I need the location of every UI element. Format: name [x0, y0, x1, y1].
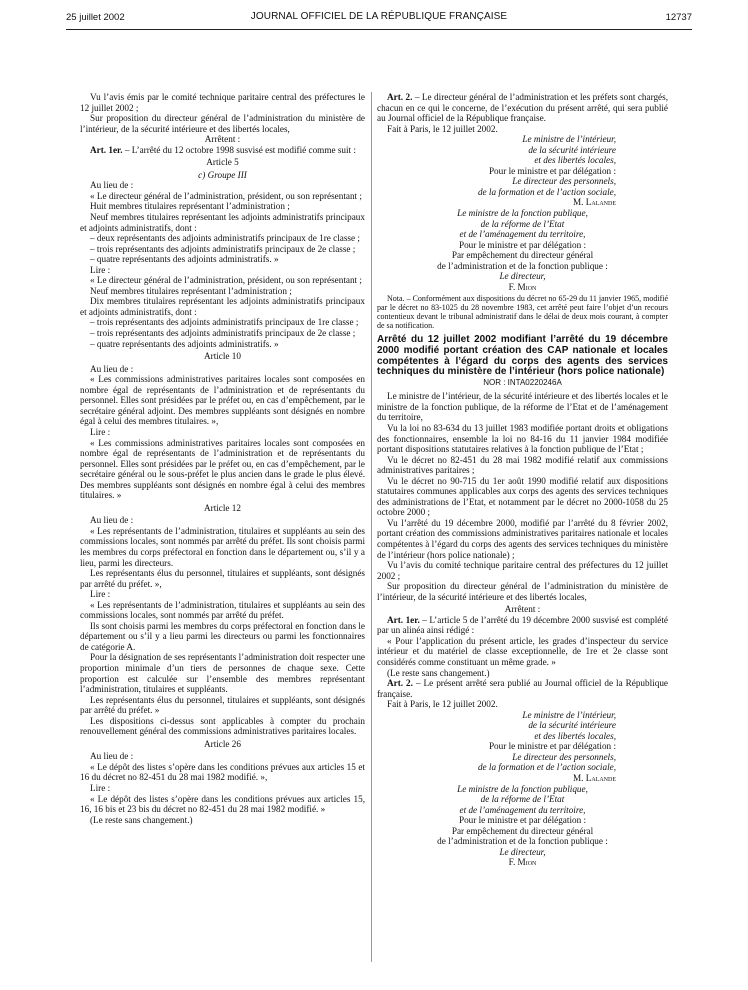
delegation-line: Pour le ministre et par délégation : — [458, 239, 587, 250]
delegation-line: Par empêchement du directeur général — [451, 250, 594, 261]
paragraph: « Les commissions administratives paritaires locales sont composées en nombre égal de représentants de l’administration et de représentants du personnel. Elles sont présidées par le préfet ou, en cas d’empêchement, par le secrétaire général ou le sous-préfet le plus ancien dans le grade le plus élevé. Des membres suppléants sont désignés en nombre égal à celui des membres titulaires. » — [80, 437, 365, 501]
paragraph: Lire : — [90, 589, 111, 600]
signatory-line: Le ministre de la fonction publique, — [457, 208, 588, 219]
left-column — [80, 92, 365, 825]
article-1 — [377, 615, 668, 636]
signatory-name: M. Lalande — [572, 773, 616, 783]
paragraph: « Les commissions administratives paritaires locales sont composées en nombre égal de représentants de l’administration et de représentants du personnel. Elles sont présidées par le préfet ou, en cas d’empêchement, par le secrétaire général adjoint. Des membres suppléants sont désignés en nombre égal à celui des membres titulaires. », — [80, 374, 365, 427]
signature-block-fonction-publique — [377, 784, 668, 868]
signatory-name: M. Lalande — [572, 197, 616, 208]
paragraph: Neuf membres titulaires représentant l’administration ; — [90, 285, 292, 296]
article-text: – L’arrêté du 12 octobre 1998 susvisé est modifié comme suit : — [122, 144, 356, 155]
signatory-line: de la réforme de l’Etat — [480, 794, 565, 805]
paragraph: « Le dépôt des listes s’opère dans les conditions prévues aux articles 15 et 16 du décret no 82-451 du 28 mai 1982 modifié. », — [80, 761, 365, 783]
signature-block-interior — [377, 710, 668, 784]
article-2 — [377, 678, 668, 699]
dash-item: – trois représentants des adjoints administratifs principaux de 1re classe ; — [90, 317, 359, 328]
paragraph: « Le directeur général de l’administration, président, ou son représentant ; — [90, 275, 362, 286]
article-text: – L’article 5 de l’arrêté du 19 décembre 2000 susvisé est complété par un alinéa ainsi rédigé : — [377, 614, 668, 636]
signatory-line: Le ministre de l’intérieur, — [522, 134, 616, 145]
paragraph: « Le directeur général de l’administration, président, ou son représentant ; — [90, 190, 362, 201]
right-column — [377, 92, 668, 868]
delegation-line: de l’administration et de la fonction publique : — [437, 836, 608, 847]
paragraph: Lire : — [90, 264, 111, 275]
paragraph: Au lieu de : — [90, 515, 134, 526]
paragraph: Sur proposition du directeur général de l’administration du ministère de l’intérieur, de la sécurité intérieure et des libertés locales, — [377, 581, 668, 602]
arretent-heading: Arrêtent : — [204, 134, 241, 145]
dash-item: – deux représentants des adjoints administratifs principaux de 1re classe ; — [90, 233, 360, 244]
article-heading: Article 12 — [204, 502, 241, 513]
paragraph: Vu le décret no 90-715 du 1er août 1990 modifié relatif aux dispositions statutaires communes applicables aux corps des agents des services techniques des administrations de l’Etat, et notamment par le décret no 2000-1058 du 25 octobre 2000 ; — [377, 475, 668, 518]
signatory-line: Le directeur, — [499, 846, 546, 857]
paragraph: « Le dépôt des listes s’opère dans les conditions prévues aux articles 15, 16, 16 bis et 23 bis du décret no 82-451 du 28 mai 1982 modifié. » — [80, 793, 365, 815]
paragraph: Vu l’avis du comité technique paritaire central des préfectures du 12 juillet 2002 ; — [377, 560, 668, 581]
signatory-line: Le directeur, — [499, 271, 546, 282]
paragraph: « Les représentants de l’administration, titulaires et suppléants au sein des commissions locales, sont nommés par arrêté du préfet. — [80, 599, 365, 621]
signatory-line: et des libertés locales, — [534, 730, 616, 741]
delegation-line: Pour le ministre et par délégation : — [458, 815, 587, 826]
signatory-line: Le directeur des personnels, — [512, 751, 616, 762]
signatory-line: et des libertés locales, — [534, 155, 616, 166]
paragraph: Vu le décret no 82-451 du 28 mai 1982 modifié relatif aux commissions administratives paritaires ; — [377, 454, 668, 476]
header-rule — [66, 29, 692, 30]
signatory-line: de la formation et de l’action sociale, — [477, 762, 616, 773]
paragraph: Au lieu de : — [90, 180, 134, 191]
page-header — [66, 10, 692, 26]
article-heading: Article 5 — [206, 157, 239, 168]
signatory-line: et de l’aménagement du territoire, — [459, 804, 586, 815]
paragraph: Vu la loi no 83-634 du 13 juillet 1983 modifiée portant droits et obligations des fonctionnaires, ensemble la loi no 84-16 du 11 janvier 1984 modifiée portant dispositions statutaires relatives à la fonction publique de l’Etat ; — [377, 422, 668, 455]
paragraph: « Pour l’application du présent article, les grades d’inspecteur du service intérieur et du matériel de classe exceptionnelle, de 1re et 2e classe sont considérés comme constituant un même grade. » — [377, 635, 668, 667]
signature-block-fonction-publique — [377, 208, 668, 292]
dash-item: – quatre représentants des adjoints administratifs. » — [90, 338, 279, 349]
paragraph: « Les représentants de l’administration, titulaires et suppléants au sein des commissions locales, sont nommés par arrêté du préfet. Ils sont choisis parmi les membres du corps préfectoral en fonction dans le département ou, s’il y a lieu, parmi les directeurs. — [80, 525, 365, 568]
article-2 — [377, 92, 668, 124]
arretent-heading: Arrêtent : — [504, 604, 541, 615]
page-number: 12737 — [665, 12, 692, 23]
paragraph: (Le reste sans changement.) — [387, 667, 490, 678]
paragraph: Lire : — [90, 426, 111, 437]
article-1 — [80, 145, 365, 156]
header-date: 25 juillet 2002 — [66, 12, 125, 23]
paragraph: Les dispositions ci-dessus sont applicables à compter du prochain renouvellement général des commissions administratives paritaires locales. — [80, 715, 365, 737]
paragraph: Au lieu de : — [90, 751, 134, 762]
paragraph: Ils sont choisis parmi les membres du corps préfectoral en fonction dans le département ou s’il y a lieu parmi les directeurs ou parmi les fonctionnaires de catégorie A. — [80, 620, 365, 652]
decree-title: Arrêté du 12 juillet 2002 modifiant l’arrêté du 19 décembre 2000 modifié portant création des CAP nationale et locales compétentes à l’égard du corps des agents des services techniques du ministère de l’intérieur (hors police nationale) — [377, 334, 668, 378]
article-label: Art. 2. — [387, 678, 413, 689]
signatory-name: F. Mion — [508, 857, 537, 868]
paragraph: Dix membres titulaires représentant les adjoints administratifs principaux et adjoints administratifs, dont : — [80, 296, 365, 317]
paragraph: Vu l’arrêté du 19 décembre 2000, modifié par l’arrêté du 8 février 2002, portant création des commissions administratives paritaires nationale et locales compétentes à l’égard du corps des agents des services techniques du ministère de l’intérieur (hors police nationale) ; — [377, 517, 668, 560]
article-text: – Le directeur général de l’administration et les préfets sont chargés, chacun en ce qui le concerne, de l’exécution du présent arrêté, qui sera publié au Journal officiel de la République française. — [377, 92, 669, 124]
signatory-line: Le ministre de l’intérieur, — [522, 709, 616, 720]
signatory-name: F. Mion — [508, 281, 537, 292]
dash-item: – trois représentants des adjoints administratifs principaux de 2e classe ; — [90, 243, 356, 254]
paragraph: Neuf membres titulaires représentant les adjoints administratifs principaux et adjoints administratifs, dont : — [80, 212, 365, 233]
signatory-line: de la réforme de l’Etat — [480, 218, 565, 229]
dash-item: – quatre représentants des adjoints administratifs. » — [90, 254, 279, 265]
signatory-line: Le ministre de la fonction publique, — [457, 783, 588, 794]
fait-a-paris: Fait à Paris, le 12 juillet 2002. — [387, 699, 498, 710]
signatory-line: de la sécurité intérieure — [528, 144, 616, 155]
article-heading: Article 10 — [204, 351, 241, 362]
signature-block-interior — [377, 134, 668, 208]
paragraph: Les représentants élus du personnel, titulaires et suppléants, sont désignés par arrêté du préfet. », — [80, 568, 365, 589]
delegation-line: Par empêchement du directeur général — [451, 825, 594, 836]
signatory-line: de la formation et de l’action sociale, — [477, 186, 616, 197]
paragraph: Lire : — [90, 783, 111, 793]
paragraph: Vu l’avis émis par le comité technique paritaire central des préfectures le 12 juillet 2002 ; — [80, 92, 365, 113]
dash-item: – trois représentants des adjoints administratifs principaux de 2e classe ; — [90, 328, 356, 339]
fait-a-paris: Fait à Paris, le 12 juillet 2002. — [387, 123, 498, 134]
signatory-line: et de l’aménagement du territoire, — [459, 229, 586, 240]
signatory-line: Le directeur des personnels, — [512, 176, 616, 187]
article-text: – Le présent arrêté sera publié au Journal officiel de la République française. — [377, 678, 668, 699]
paragraph: Huit membres titulaires représentant l’administration ; — [90, 201, 290, 212]
nota: Nota. – Conformément aux dispositions du décret no 65-29 du 11 janvier 1965, modifié par le décret no 83-1025 du 28 novembre 1983, cet arrêté peut faire l’objet d’un recours contentieux devant le tribunal administratif dans le délai de deux mois courant, à compter de sa notification. — [377, 294, 668, 331]
group-heading: c) Groupe III — [198, 169, 247, 180]
delegation-line: de l’administration et de la fonction publique : — [437, 260, 608, 271]
paragraph: Pour la désignation de ses représentants l’administration doit respecter une proportion minimale d’un tiers de personnes de chaque sexe. Cette proportion est calculée sur l’ensemble des membres représentant l’administration, titulaires et suppléants. — [80, 652, 365, 695]
journal-title: JOURNAL OFFICIEL DE LA RÉPUBLIQUE FRANÇAISE — [250, 11, 508, 22]
signatory-line: de la sécurité intérieure — [528, 720, 616, 731]
article-label: Art. 2. — [387, 92, 413, 102]
paragraph: Au lieu de : — [90, 363, 134, 374]
delegation-line: Pour le ministre et par délégation : — [488, 165, 616, 176]
paragraph: Le ministre de l’intérieur, de la sécurité intérieure et des libertés locales et le ministre de la fonction publique, de la réforme de l’Etat et de l’aménagement du territoire, — [377, 391, 668, 423]
paragraph: (Le reste sans changement.) — [90, 814, 193, 825]
column-divider — [371, 92, 372, 962]
article-label: Art. 1er. — [387, 614, 420, 625]
nor-reference: NOR : INTA0220246A — [483, 377, 562, 387]
article-label: Art. 1er. — [90, 144, 123, 155]
delegation-line: Pour le ministre et par délégation : — [488, 741, 616, 752]
paragraph: Sur proposition du directeur général de l’administration du ministère de l’intérieur, de la sécurité intérieure et des libertés locales, — [80, 113, 365, 134]
article-heading: Article 26 — [204, 738, 241, 749]
paragraph: Les représentants élus du personnel, titulaires et suppléants, sont désignés par arrêté du préfet. » — [80, 694, 365, 716]
